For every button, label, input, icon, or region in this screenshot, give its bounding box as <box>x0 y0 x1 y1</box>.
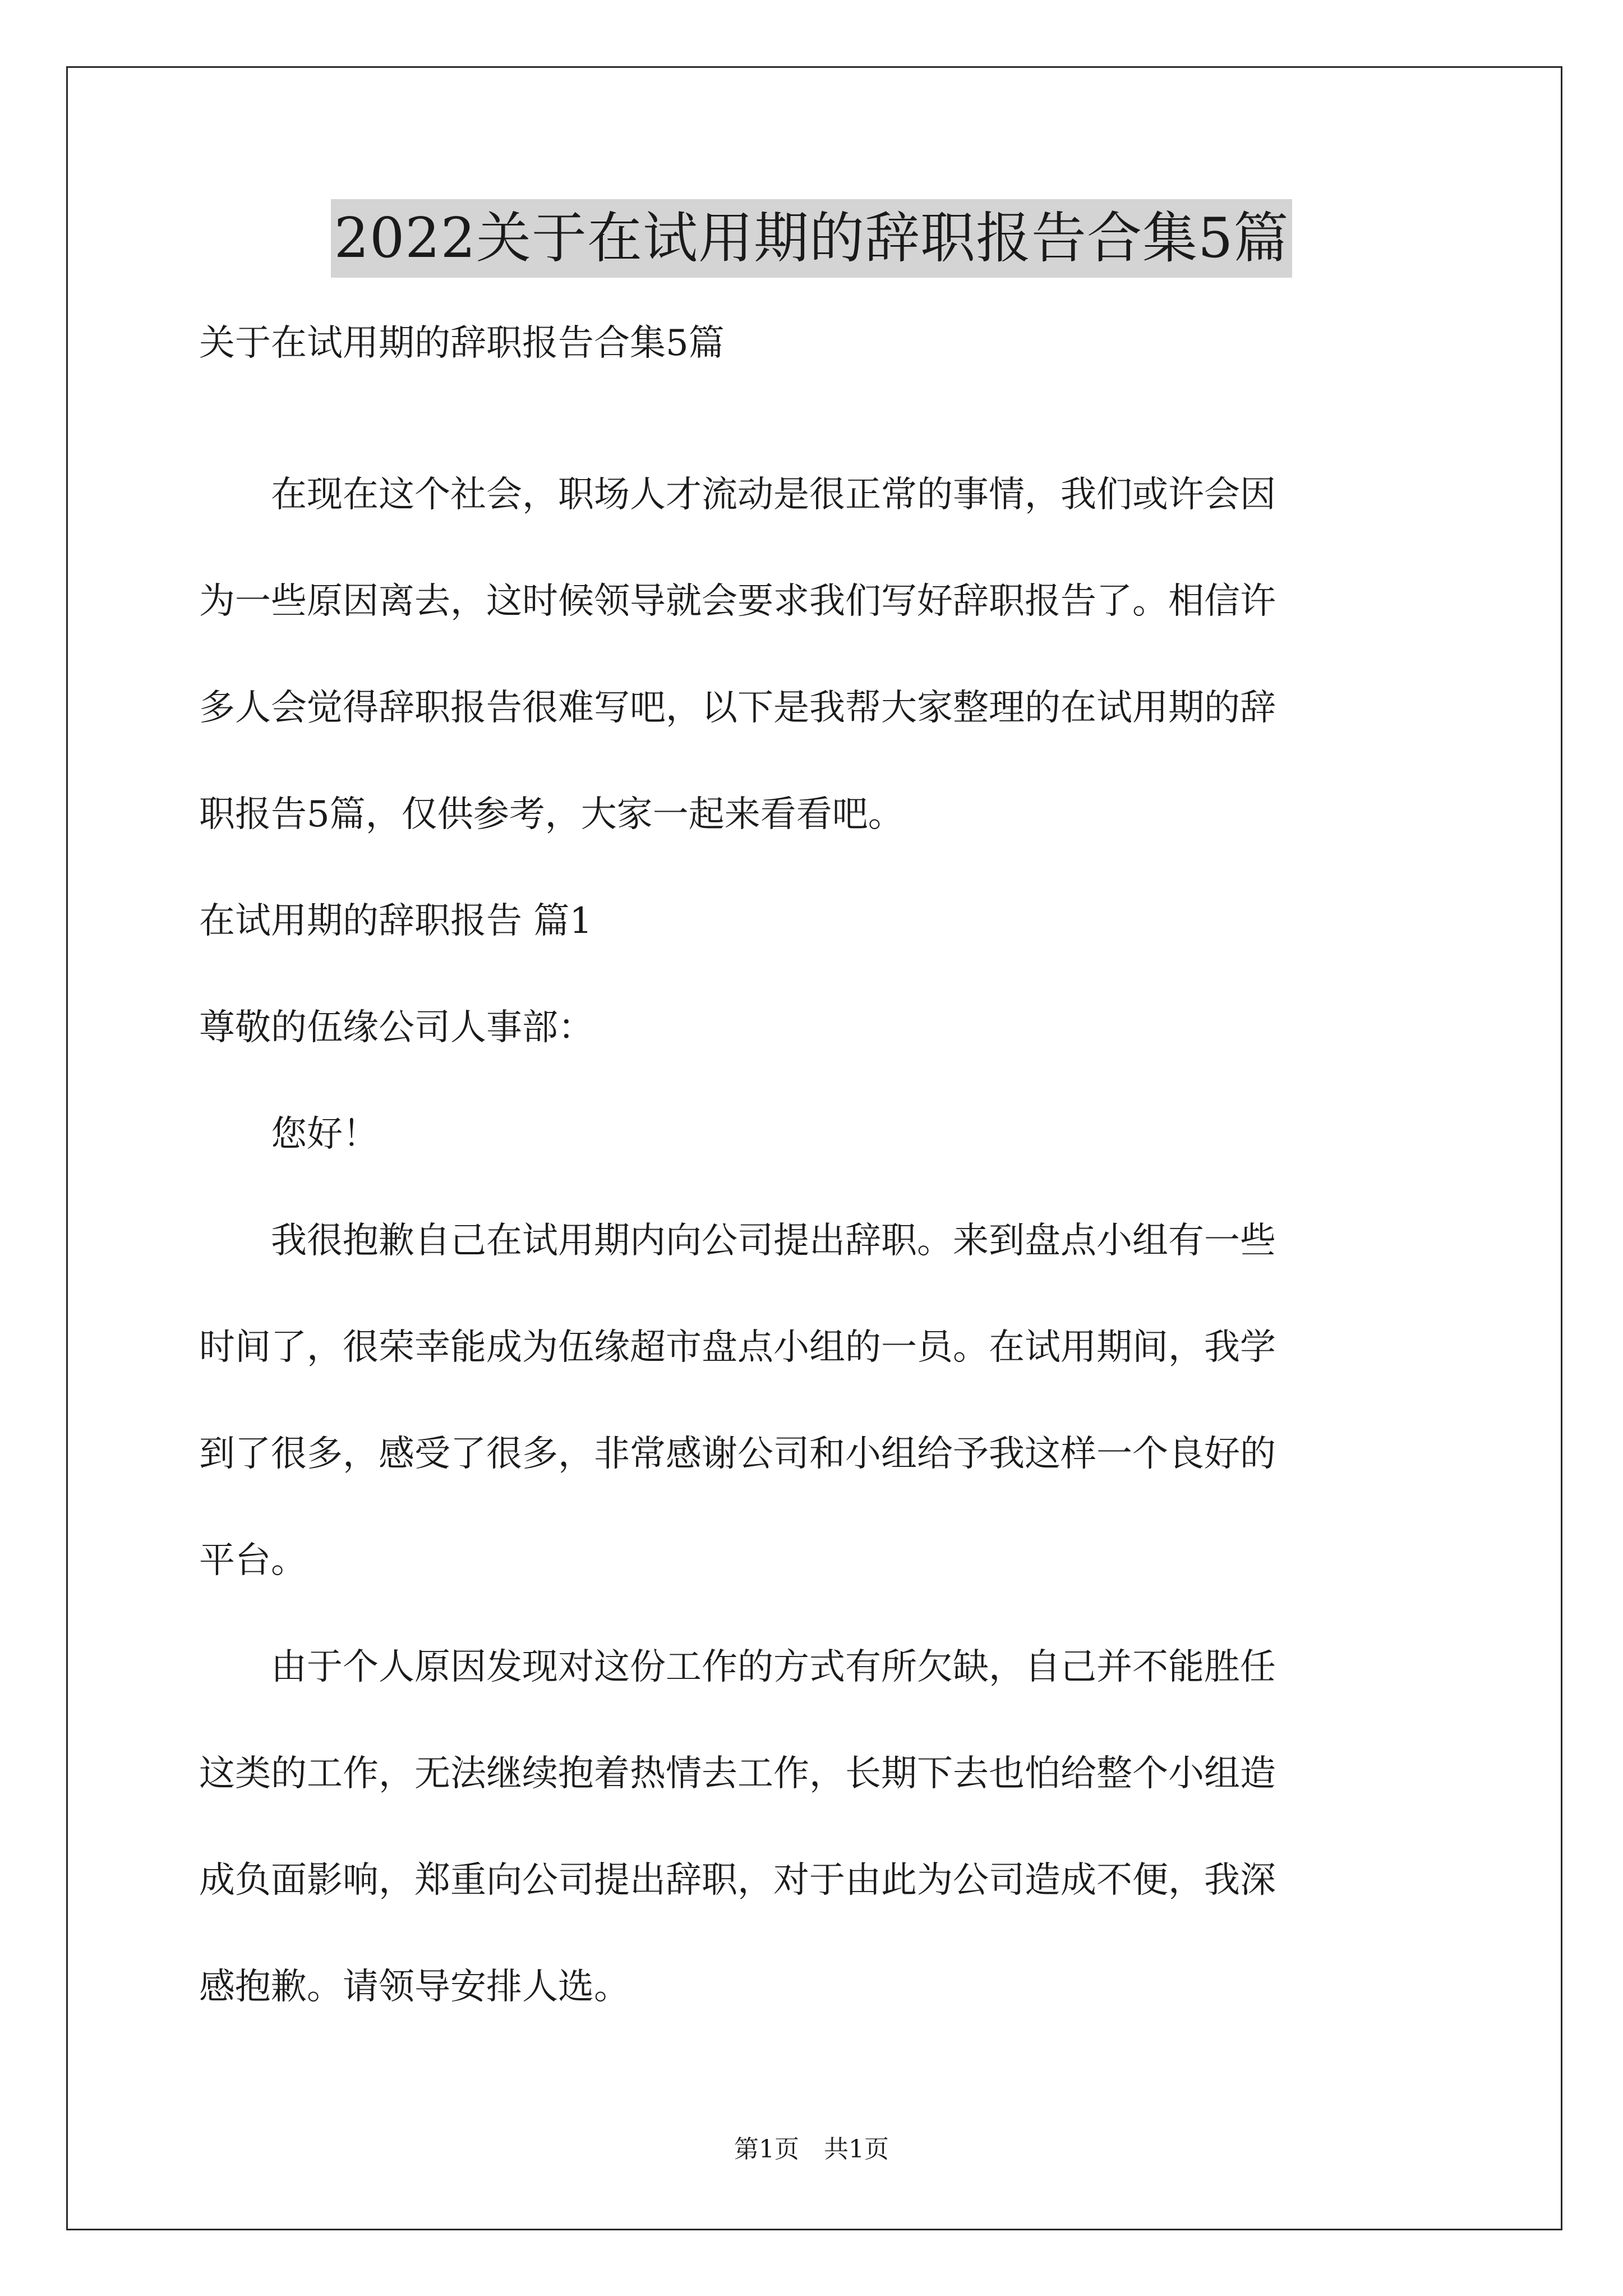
document-title: 2022关于在试用期的辞职报告合集5篇 <box>331 199 1293 278</box>
paragraph2-line-1: 由于个人原因发现对这份工作的方式有所欠缺，自己并不能胜任 <box>199 1646 1276 1688</box>
section-heading: 在试用期的辞职报告 篇1 <box>199 900 593 942</box>
greeting: 您好！ <box>199 1114 379 1155</box>
intro-line-4: 职报告5篇，仅供参考，大家一起来看看吧。 <box>199 794 904 835</box>
paragraph1-line-4: 平台。 <box>199 1540 307 1581</box>
intro-line-3: 多人会觉得辞职报告很难写吧，以下是我帮大家整理的在试用期的辞 <box>199 687 1276 729</box>
intro-line-2: 为一些原因离去，这时候领导就会要求我们写好辞职报告了。相信许 <box>199 581 1276 622</box>
paragraph2-line-2: 这类的工作，无法继续抱着热情去工作，长期下去也怕给整个小组造 <box>199 1753 1276 1795</box>
document-subtitle: 关于在试用期的辞职报告合集5篇 <box>199 323 725 364</box>
paragraph1-line-3: 到了很多，感受了很多，非常感谢公司和小组给予我这样一个良好的 <box>199 1433 1276 1475</box>
page-footer: 第1页 共1页 <box>734 2135 889 2164</box>
paragraph1-line-2: 时间了，很荣幸能成为伍缘超市盘点小组的一员。在试用期间，我学 <box>199 1327 1276 1368</box>
paragraph2-line-3: 成负面影响，郑重向公司提出辞职，对于由此为公司造成不便，我深 <box>199 1860 1276 1901</box>
salutation: 尊敬的伍缘公司人事部： <box>199 1007 594 1048</box>
title-container <box>0 199 1623 278</box>
intro-line-1: 在现在这个社会，职场人才流动是很正常的事情，我们或许会因 <box>199 474 1276 516</box>
paragraph1-line-1: 我很抱歉自己在试用期内向公司提出辞职。来到盘点小组有一些 <box>199 1220 1276 1262</box>
paragraph2-line-4: 感抱歉。请领导安排人选。 <box>199 1966 630 2008</box>
